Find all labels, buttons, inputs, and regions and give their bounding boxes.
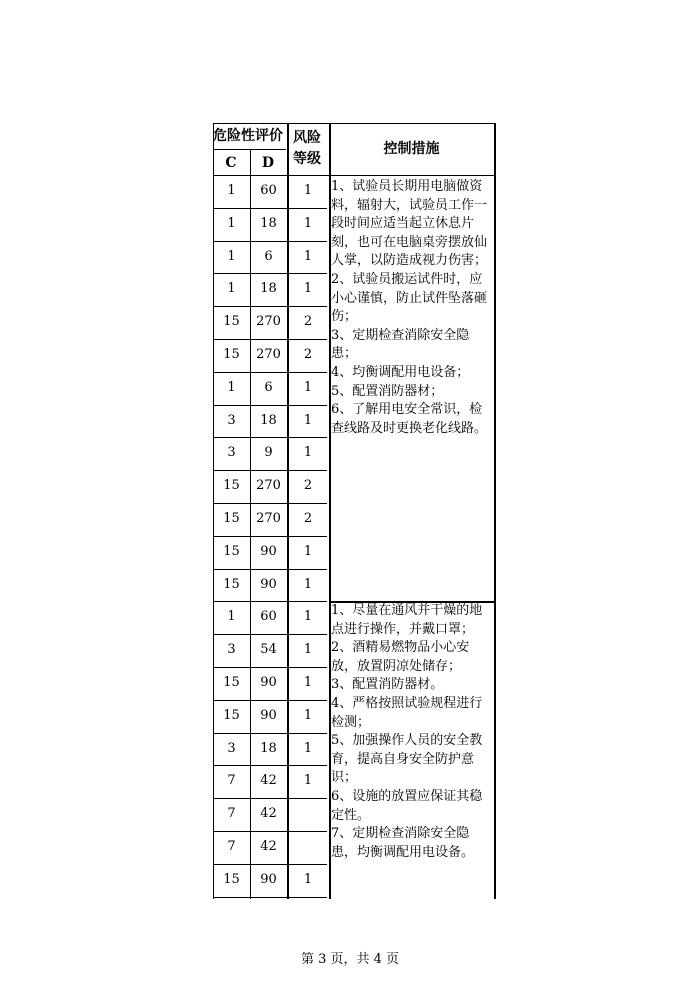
- row-divider: [213, 897, 327, 898]
- row-divider: [213, 601, 327, 602]
- row-divider: [213, 798, 327, 799]
- cell-d: 6: [264, 248, 273, 264]
- cell-d: 270: [256, 314, 281, 330]
- risk-level-header-line: 等级: [293, 151, 321, 167]
- cell-d: 60: [260, 183, 277, 198]
- cell-d: 90: [260, 543, 277, 559]
- cell-risk-level: 1: [303, 543, 313, 559]
- cell-c: 3: [227, 412, 236, 428]
- cell-risk-level: 1: [303, 773, 313, 789]
- cell-c: 7: [227, 806, 236, 822]
- cell-c: 7: [227, 839, 236, 854]
- cell-risk-level: 1: [303, 609, 313, 625]
- column-divider: [287, 123, 289, 899]
- cell-risk-level: 1: [303, 412, 313, 428]
- risk-level-header-line: 风险: [293, 130, 321, 146]
- col-d-header: D: [261, 155, 275, 171]
- column-divider: [329, 123, 331, 899]
- cell-d: 42: [260, 806, 277, 822]
- cell-d: 6: [264, 379, 273, 395]
- row-divider: [213, 372, 327, 373]
- cell-risk-level: 1: [303, 248, 313, 264]
- cell-risk-level: 1: [303, 871, 313, 887]
- control-measures-group-2: 1、尽量在通风并干燥的地点进行操作，并戴口罩； 2、酒精易燃物品小心安放，放置阴凉处储存； 3、配置消防器材。 4、严格按照试验规程进行检测； 5、加强操作人员的安全教育，提高自身安全防护意识； 6、设施的放置应保证其稳定性。 7、定期检查消除安全隐患，均衡调配用电设备。: [331, 603, 483, 860]
- cell-c: 3: [227, 445, 236, 461]
- evaluation-header: 危险性评价: [213, 128, 283, 144]
- row-divider: [213, 503, 327, 504]
- row-divider: [213, 700, 327, 701]
- column-divider: [250, 149, 251, 899]
- row-divider: [213, 667, 327, 668]
- cell-c: 15: [223, 871, 240, 887]
- control-group-divider: [329, 601, 494, 603]
- header-bottom-border: [213, 175, 494, 176]
- cell-risk-level: 1: [303, 445, 313, 461]
- cell-d: 90: [260, 576, 277, 592]
- cell-risk-level: 1: [303, 740, 313, 756]
- cell-c: 15: [223, 478, 240, 494]
- cell-risk-level: 2: [303, 314, 313, 330]
- cell-risk-level: 2: [303, 347, 313, 362]
- cell-d: 60: [260, 609, 277, 625]
- col-c-header: C: [225, 155, 237, 171]
- cell-d: 90: [260, 707, 277, 723]
- row-divider: [213, 208, 327, 209]
- page-footer: 第 3 页，共 4 页: [300, 952, 400, 967]
- cell-c: 15: [223, 314, 240, 330]
- cell-d: 90: [260, 675, 277, 690]
- table-left-border: [213, 123, 214, 899]
- cell-risk-level: [287, 831, 329, 864]
- cell-c: 1: [227, 379, 236, 395]
- cell-c: 1: [227, 281, 236, 297]
- cell-c: 15: [223, 543, 240, 559]
- cell-d: 9: [264, 445, 273, 461]
- cell-d: 90: [260, 871, 277, 887]
- row-divider: [213, 273, 327, 274]
- risk-table: [213, 123, 494, 899]
- cell-risk-level: [287, 798, 329, 831]
- cell-c: 15: [223, 707, 240, 723]
- cell-c: 15: [223, 347, 240, 362]
- row-divider: [213, 339, 327, 340]
- cell-risk-level: 1: [303, 707, 313, 723]
- cell-risk-level: 2: [303, 478, 313, 494]
- cell-d: 54: [260, 642, 277, 658]
- control-measures-group-1: 1、试验员长期用电脑做资料，辐射大，试验员工作一段时间应适当起立休息片刻，也可在电脑桌旁摆放仙人掌，以防造成视力伤害； 2、试验员搬运试件时，应小心谨慎，防止试件坠落砸伤； 3、定期检查消除安全隐患； 4、均衡调配用电设备； 5、配置消防器材； 6、了解用电安全常识，检查线路及时更换老化线路。: [331, 179, 488, 436]
- cell-d: 270: [256, 511, 281, 526]
- cell-c: 7: [227, 773, 236, 789]
- cell-d: 18: [260, 281, 277, 297]
- row-divider: [213, 733, 327, 734]
- cell-c: 1: [227, 215, 236, 231]
- row-divider: [213, 569, 327, 570]
- cell-risk-level: 1: [303, 576, 313, 592]
- cell-c: 3: [227, 740, 236, 756]
- cell-c: 1: [227, 248, 236, 264]
- cell-d: 42: [260, 839, 277, 854]
- row-divider: [213, 405, 327, 406]
- row-divider: [213, 437, 327, 438]
- control-measures-header: 控制措施: [383, 141, 440, 157]
- cell-risk-level: 1: [303, 642, 313, 658]
- cell-d: 18: [260, 740, 277, 756]
- cell-risk-level: 1: [303, 675, 313, 690]
- cell-risk-level: 1: [303, 281, 313, 297]
- cell-risk-level: 2: [303, 511, 313, 526]
- cell-d: 18: [260, 412, 277, 428]
- cell-c: 15: [223, 511, 240, 526]
- table-right-border: [494, 123, 496, 899]
- cell-risk-level: 1: [303, 379, 313, 395]
- row-divider: [213, 765, 327, 766]
- cell-c: 1: [227, 183, 236, 198]
- row-divider: [213, 470, 327, 471]
- row-divider: [213, 634, 327, 635]
- row-divider: [213, 536, 327, 537]
- risk-level-header: [287, 123, 327, 175]
- cell-c: 15: [223, 576, 240, 592]
- cell-d: 270: [256, 347, 281, 362]
- cell-d: 270: [256, 478, 281, 494]
- row-divider: [213, 241, 327, 242]
- cell-c: 3: [227, 642, 236, 658]
- cell-risk-level: 1: [303, 215, 313, 231]
- cell-d: 18: [260, 215, 277, 231]
- table-top-border: [213, 123, 494, 124]
- row-divider: [213, 831, 327, 832]
- row-divider: [213, 864, 327, 865]
- cell-c: 15: [223, 675, 240, 690]
- cell-c: 1: [227, 609, 236, 625]
- cell-risk-level: 1: [303, 183, 313, 198]
- cell-d: 42: [260, 773, 277, 789]
- row-divider: [213, 306, 327, 307]
